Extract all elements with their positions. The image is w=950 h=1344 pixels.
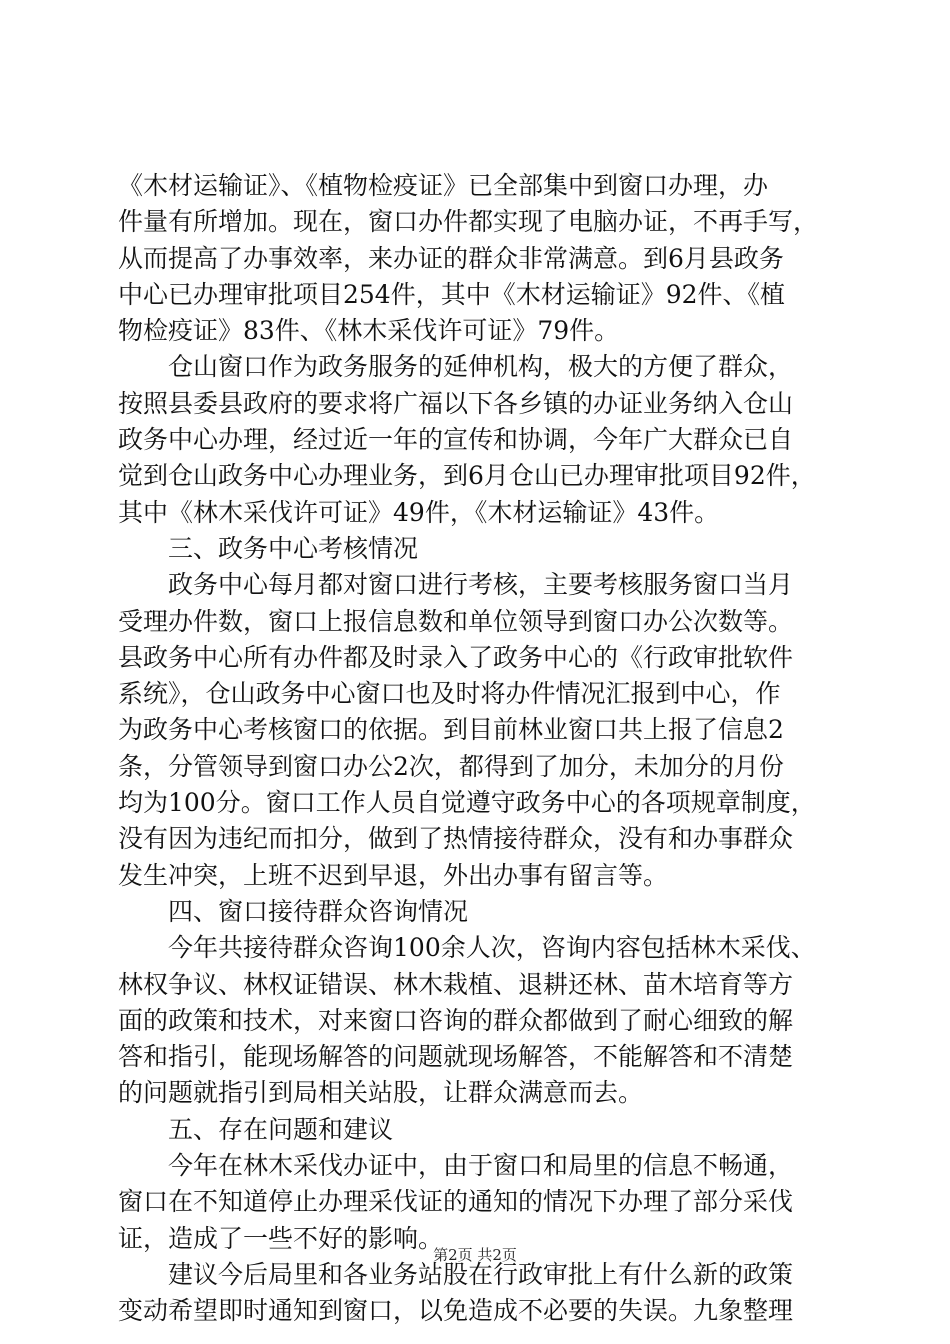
text-line: 政务中心办理，经过近一年的宣传和协调，今年广大群众已自 [118,425,794,455]
text-line: 《木材运输证》、《植物检疫证》已全部集中到窗口办理，办 [118,171,769,200]
text-line: 变动希望即时通知到窗口，以免造成不必要的失误。九象整理 [118,1296,794,1326]
text-line: 发生冲突，上班不迟到早退，外出办事有留言等。 [118,860,669,890]
text-line: 四、窗口接待群众咨询情况 [118,896,469,926]
text-line: 受理办件数，窗口上报信息数和单位领导到窗口办公次数等。 [118,606,794,636]
text-line: 林权争议、林权证错误、林木栽植、退耕还林、苗木培育等方 [118,969,794,999]
page-footer: 第2页 共2页 [433,1246,517,1264]
text-line: 为政务中心考核窗口的依据。到目前林业窗口共上报了信息2 [118,715,784,745]
text-line: 面的政策和技术，对来窗口咨询的群众都做到了耐心细致的解 [118,1005,794,1035]
text-line: 建议今后局里和各业务站股在行政审批上有什么新的政策 [118,1259,794,1289]
text-line: 物检疫证》83件、《林木采伐许可证》79件。 [118,316,620,346]
text-line: 均为100分。窗口工作人员自觉遵守政务中心的各项规章制度， [118,788,816,818]
text-line: 没有因为违纪而扣分，做到了热情接待群众，没有和办事群众 [118,824,794,854]
text-line: 答和指引，能现场解答的问题就现场解答，不能解答和不清楚 [118,1042,794,1072]
text-line: 今年在林木采伐办证中，由于窗口和局里的信息不畅通， [118,1151,794,1181]
text-line: 件量有所增加。现在，窗口办件都实现了电脑办证，不再手写， [118,207,819,237]
text-line: 觉到仓山政务中心办理业务，到6月仓山已办理审批项目92件， [118,461,816,491]
text-line: 其中《林木采伐许可证》49件，《木材运输证》43件。 [118,497,720,527]
text-line: 窗口在不知道停止办理采伐证的通知的情况下办理了部分采伐 [118,1187,794,1217]
text-line: 三、政务中心考核情况 [118,533,419,563]
text-line: 从而提高了办事效率，来办证的群众非常满意。到6月县政务 [118,243,784,273]
document-body [118,168,838,1330]
text-line: 的问题就指引到局相关站股，让群众满意而去。 [118,1078,644,1108]
text-line: 中心已办理审批项目254件，其中《木材运输证》92件、《植 [118,279,786,309]
text-line: 条，分管领导到窗口办公2次，都得到了加分，未加分的月份 [118,751,784,781]
text-line: 证，造成了一些不好的影响。 [118,1223,444,1253]
text-line: 仓山窗口作为政务服务的延伸机构，极大的方便了群众， [118,352,794,382]
text-line: 今年共接待群众咨询100余人次，咨询内容包括林木采伐、 [118,933,816,963]
text-line: 系统》，仓山政务中心窗口也及时将办件情况汇报到中心，作 [118,679,781,709]
text-line: 县政务中心所有办件都及时录入了政务中心的《行政审批软件 [118,642,794,672]
text-line: 政务中心每月都对窗口进行考核，主要考核服务窗口当月 [118,570,794,600]
text-line: 按照县委县政府的要求将广福以下各乡镇的办证业务纳入仓山 [118,388,794,418]
text-line: 五、存在问题和建议 [118,1114,394,1144]
